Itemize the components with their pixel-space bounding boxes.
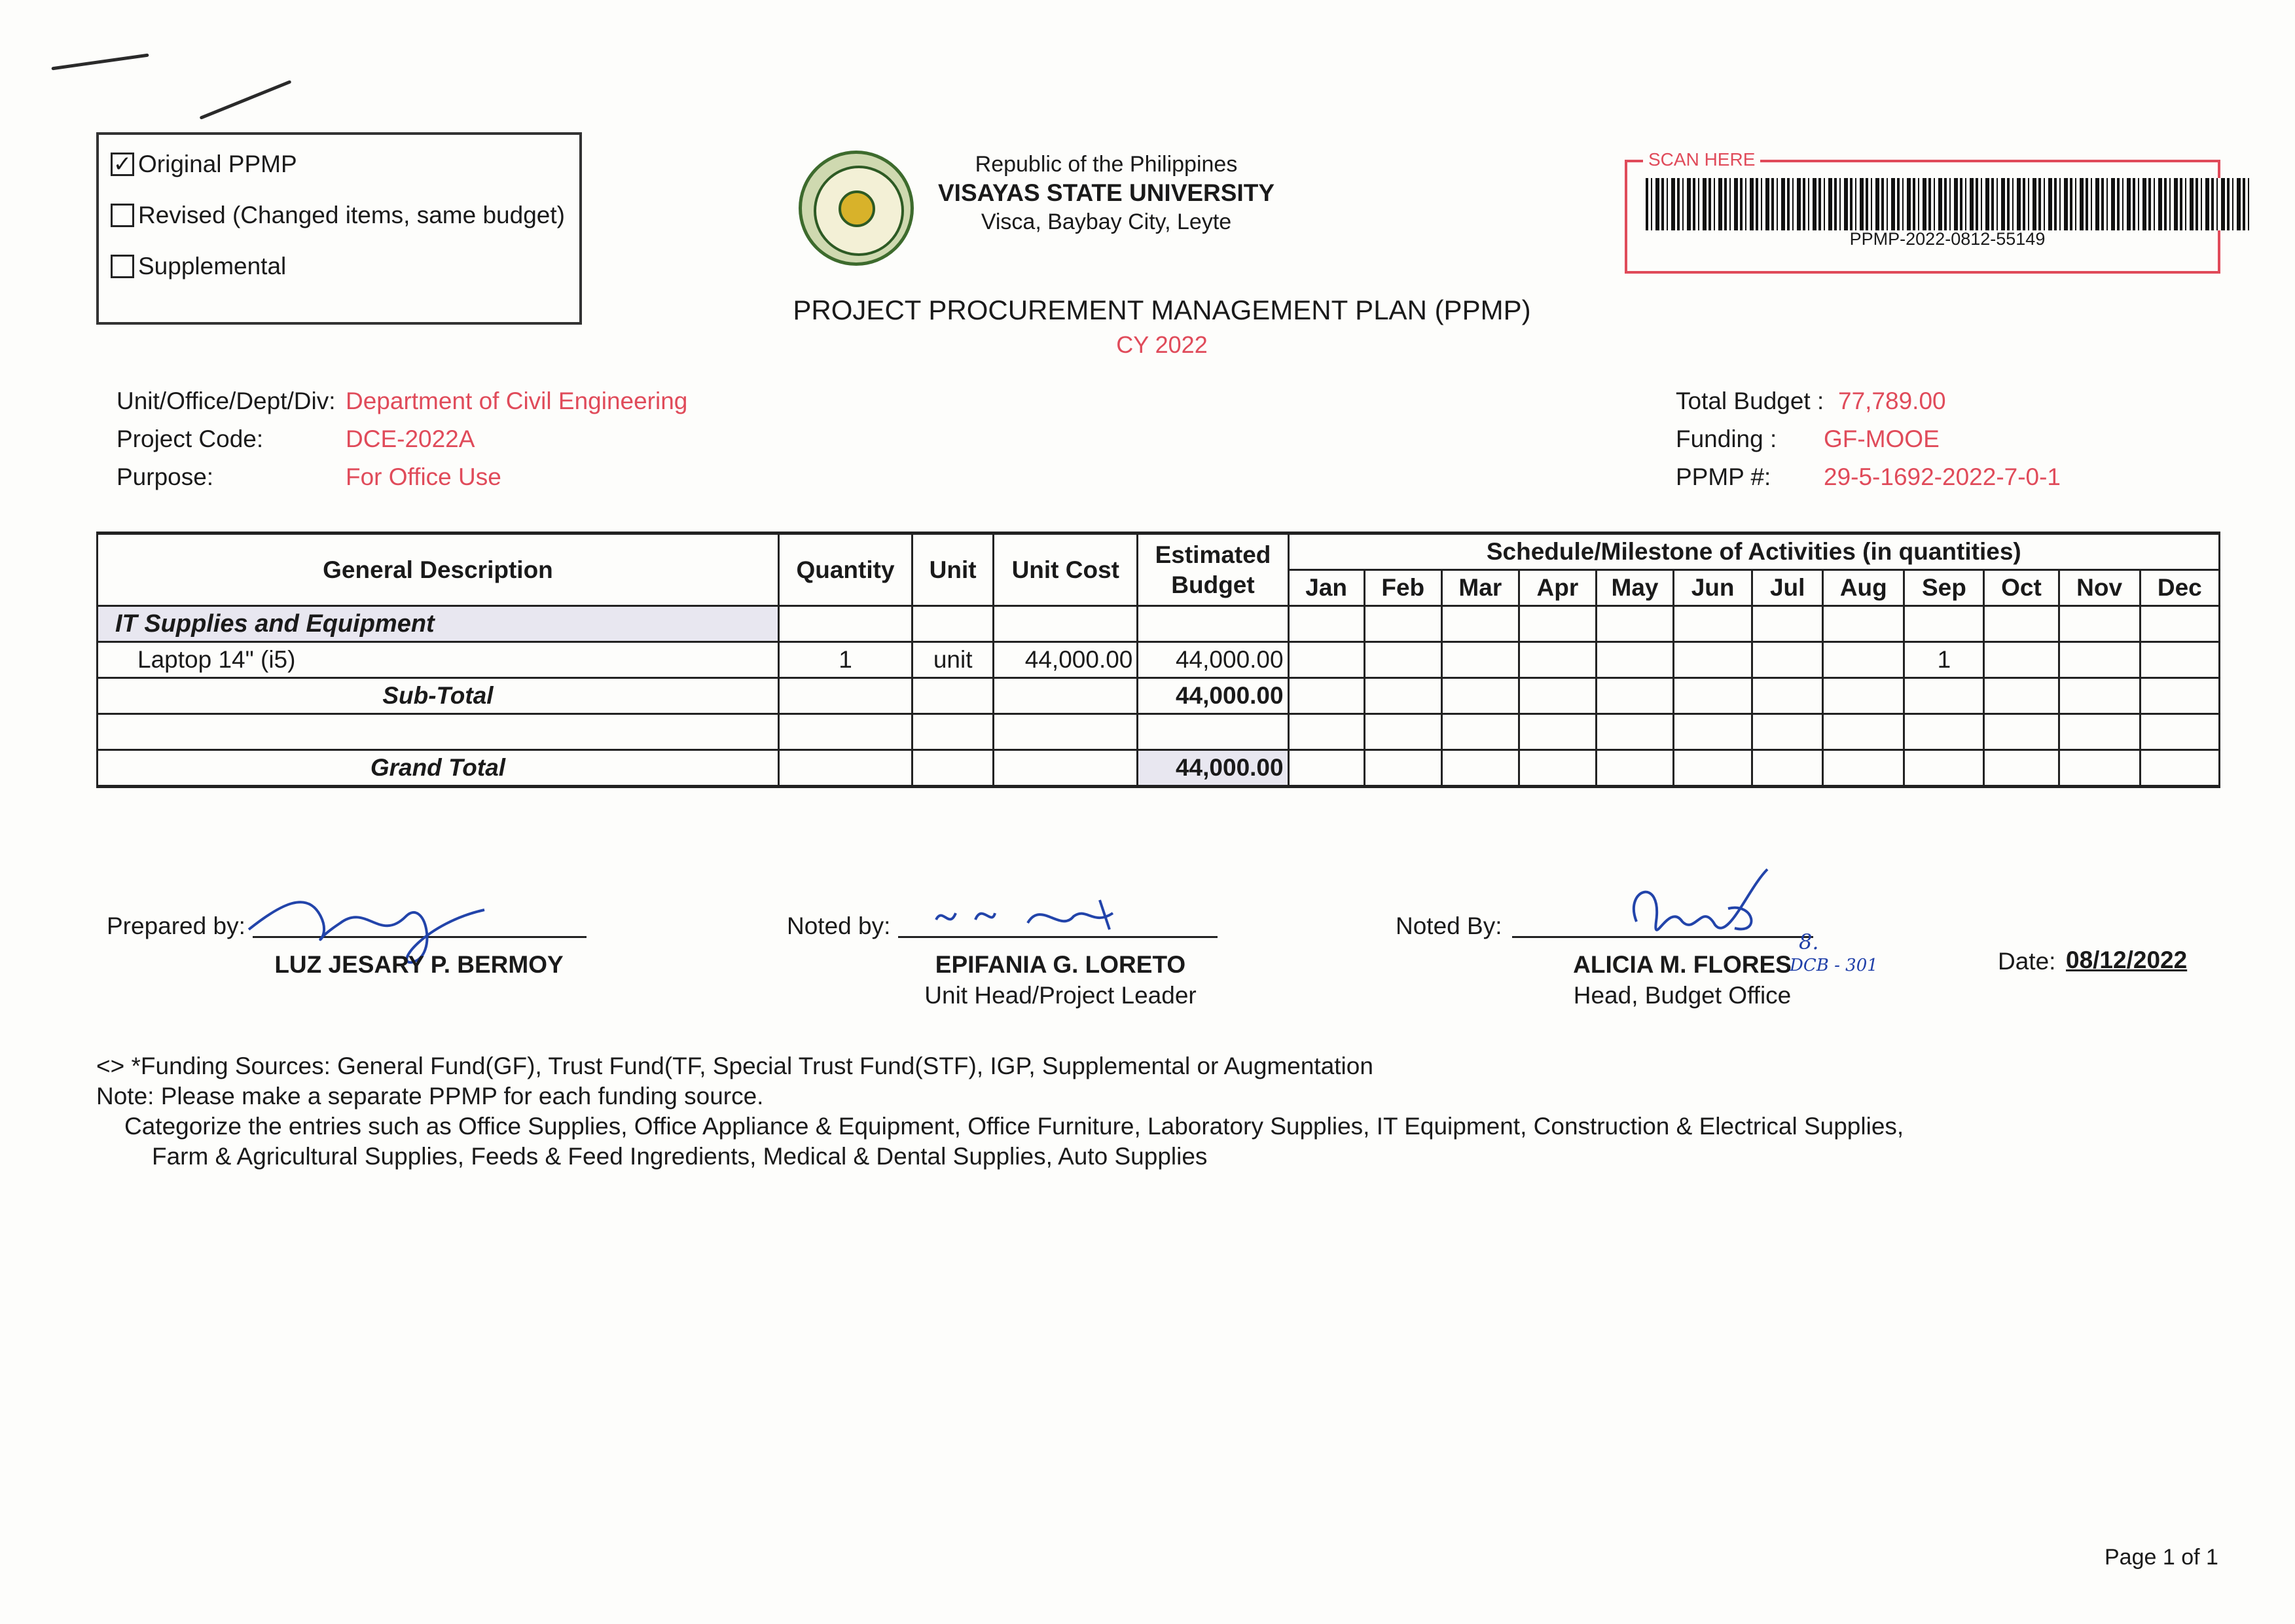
- checkbox-icon[interactable]: [111, 255, 134, 278]
- ppmp-table: [96, 532, 2220, 788]
- month-feb: Feb: [1364, 570, 1441, 606]
- funding-value: GF-MOOE: [1824, 425, 1940, 452]
- month-jul: Jul: [1752, 570, 1823, 606]
- header-university: VISAYAS STATE UNIVERSITY: [937, 179, 1275, 206]
- subtotal-value: 44,000.00: [1138, 678, 1288, 714]
- note-categorize: Categorize the entries such as Office Supplies, Office Appliance & Equipment, Office Furniture, Laboratory Supplies, IT Equipment, Construction & Electrical Supplies,: [124, 1113, 1904, 1140]
- option-label: Supplemental: [138, 253, 287, 280]
- ppmp-number-label: PPMP #:: [1676, 463, 1771, 490]
- handwritten-note: 8.: [1799, 929, 1819, 954]
- signature-icon: [930, 893, 1139, 939]
- pen-mark: [200, 80, 292, 120]
- total-budget-label: Total Budget :: [1676, 388, 1824, 414]
- noted-by-name-2: ALICIA M. FLORES: [1573, 951, 1792, 978]
- col-unit: Unit: [913, 533, 994, 606]
- plan-type-box: [96, 132, 582, 325]
- noted-by-position: Unit Head/Project Leader: [924, 982, 1197, 1009]
- month-oct: Oct: [1984, 570, 2059, 606]
- note-categorize-cont: Farm & Agricultural Supplies, Feeds & Feed Ingredients, Medical & Dental Supplies, Auto Supplies: [152, 1143, 1208, 1170]
- grand-total-row: [98, 750, 2220, 787]
- scan-label: SCAN HERE: [1643, 149, 1760, 170]
- category-row: [98, 606, 2220, 642]
- subtotal-label: Sub-Total: [98, 678, 779, 714]
- checkbox-icon[interactable]: ✓: [111, 153, 134, 176]
- checkbox-icon[interactable]: [111, 204, 134, 227]
- pen-mark: [51, 54, 149, 71]
- item-sep-qty: 1: [1904, 642, 1984, 678]
- month-mar: Mar: [1441, 570, 1519, 606]
- option-supplemental[interactable]: [111, 253, 286, 280]
- noted-by-name: EPIFANIA G. LORETO: [935, 951, 1186, 978]
- barcode-text: PPMP-2022-0812-55149: [1849, 229, 2046, 249]
- month-sep: Sep: [1904, 570, 1984, 606]
- total-budget-value: 77,789.00: [1838, 388, 1946, 414]
- note-funding-sources: <> *Funding Sources: General Fund(GF), Trust Fund(TF, Special Trust Fund(STF), IGP, Supplemental or Augmentation: [96, 1053, 1373, 1079]
- col-estimated-budget: Estimated Budget: [1138, 533, 1288, 606]
- col-description: General Description: [98, 533, 779, 606]
- option-revised[interactable]: [111, 202, 565, 229]
- header-republic: Republic of the Philippines: [975, 152, 1238, 177]
- col-quantity: Quantity: [778, 533, 912, 606]
- project-code-label: Project Code:: [117, 425, 264, 452]
- signature-icon: [1610, 863, 1794, 954]
- option-original[interactable]: [111, 151, 297, 178]
- month-dec: Dec: [2140, 570, 2219, 606]
- month-aug: Aug: [1823, 570, 1904, 606]
- ppmp-number-value: 29-5-1692-2022-7-0-1: [1824, 463, 2061, 490]
- page-title: PROJECT PROCUREMENT MANAGEMENT PLAN (PPMP): [793, 295, 1531, 325]
- blank-row: [98, 714, 2220, 750]
- month-jun: Jun: [1674, 570, 1752, 606]
- subtotal-row: [98, 678, 2220, 714]
- purpose-value: For Office Use: [346, 463, 501, 490]
- col-schedule: Schedule/Milestone of Activities (in quantities): [1288, 533, 2219, 570]
- category-label: IT Supplies and Equipment: [98, 606, 779, 642]
- noted-by-label-2: Noted By:: [1396, 912, 1502, 939]
- page-number: Page 1 of 1: [2105, 1545, 2218, 1570]
- funding-label: Funding :: [1676, 425, 1777, 452]
- item-estimated-budget: 44,000.00: [1138, 642, 1288, 678]
- item-quantity: 1: [778, 642, 912, 678]
- item-unit: unit: [913, 642, 994, 678]
- item-unit-cost: 44,000.00: [994, 642, 1138, 678]
- unit-label: Unit/Office/Dept/Div:: [117, 388, 336, 414]
- month-apr: Apr: [1519, 570, 1596, 606]
- noted-by-position-2: Head, Budget Office: [1573, 982, 1792, 1009]
- header-address: Visca, Baybay City, Leyte: [981, 209, 1232, 234]
- month-nov: Nov: [2059, 570, 2140, 606]
- handwritten-note: DCB - 301: [1790, 956, 1878, 975]
- project-code-value: DCE-2022A: [346, 425, 475, 452]
- prepared-by-label: Prepared by:: [107, 912, 245, 939]
- barcode-icon[interactable]: [1646, 178, 2249, 230]
- purpose-label: Purpose:: [117, 463, 214, 490]
- month-jan: Jan: [1288, 570, 1364, 606]
- option-label: Revised (Changed items, same budget): [138, 202, 565, 228]
- table-row: [98, 642, 2220, 678]
- item-description: Laptop 14" (i5): [98, 642, 779, 678]
- calendar-year: CY 2022: [1116, 331, 1208, 358]
- unit-value: Department of Civil Engineering: [346, 388, 688, 414]
- grand-total-label: Grand Total: [98, 750, 779, 787]
- table-header-row: [98, 533, 2220, 570]
- date-value: 08/12/2022: [2066, 947, 2188, 973]
- note-separate-ppmp: Note: Please make a separate PPMP for each funding source.: [96, 1083, 764, 1110]
- grand-total-value: 44,000.00: [1138, 750, 1288, 787]
- prepared-by-name: LUZ JESARY P. BERMOY: [274, 951, 564, 978]
- month-may: May: [1596, 570, 1673, 606]
- date-label: Date:: [1998, 948, 2056, 975]
- option-label: Original PPMP: [138, 151, 297, 177]
- noted-by-label: Noted by:: [787, 912, 891, 939]
- col-unit-cost: Unit Cost: [994, 533, 1138, 606]
